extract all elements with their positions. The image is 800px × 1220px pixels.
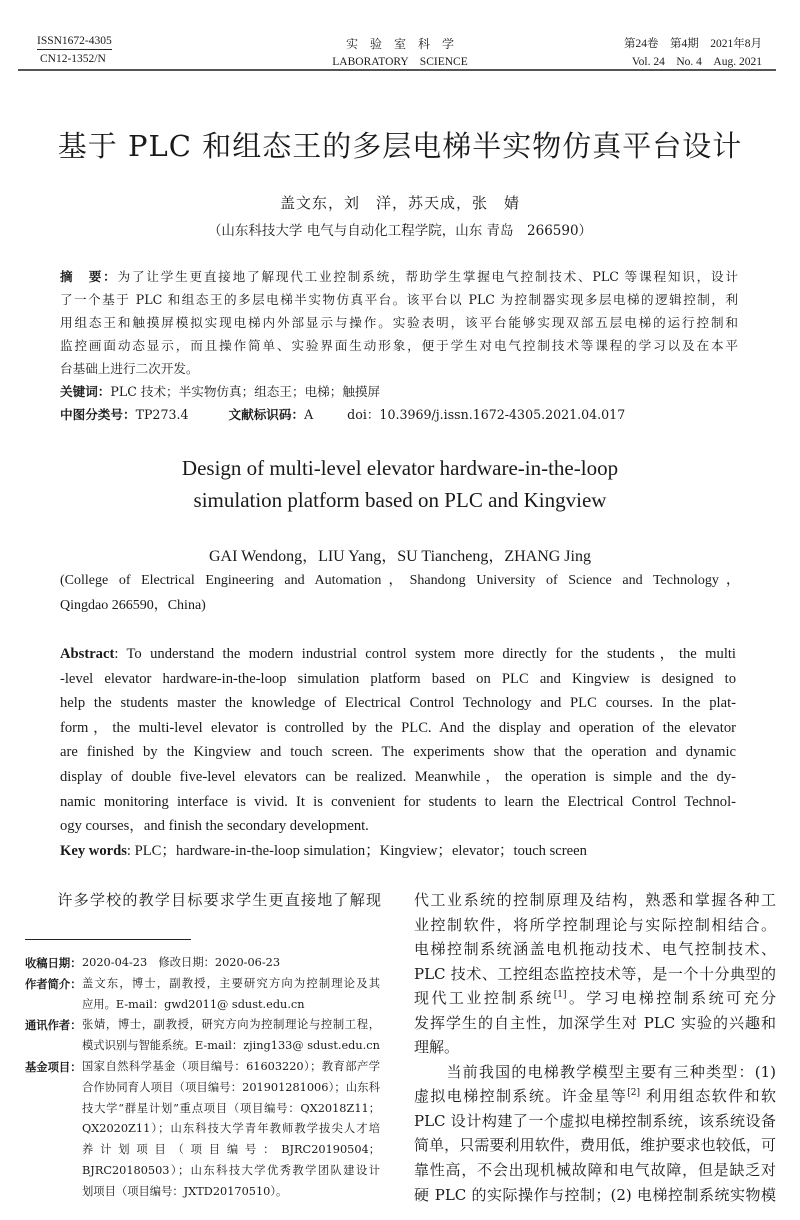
- footnote-line: 技大学“群星计划”重点项目（项目编号：QX2018Z11；: [82, 1101, 380, 1115]
- footnote-line: 合作协同育人项目（项目编号：201901281006）；山东科: [82, 1080, 380, 1094]
- footnote-item: [25, 953, 380, 974]
- footnote-line: 张婧，博士，副教授，研究方向为控制理论与控制工程，: [82, 1018, 380, 1032]
- abstract-line: 了一个基于 PLC 和组态王的多层电梯半实物仿真平台。该平台以 PLC 为控制器实现多层电梯的逻辑控制，利: [60, 292, 738, 307]
- footnote-line: 国家自然科学基金（项目编号：61603220）；教育部产学: [82, 1059, 380, 1073]
- keywords-en: Key words: PLC；hardware-in-the-loop simulation；Kingview；elevator；touch screen: [60, 842, 587, 859]
- keywords-cn: 关键词：PLC 技术；半实物仿真；组态王；电梯；触摸屏: [60, 384, 381, 399]
- cn-number: CN12-1352/N: [40, 53, 106, 65]
- body-left-column: 许多学校的教学目标要求学生更直接地了解现: [25, 891, 381, 909]
- footnote-line: 盖文东，博士，副教授，主要研究方向为控制理论及其: [82, 976, 380, 990]
- footnote-line: BJRC20180503）；山东科技大学优秀教学团队建设计: [82, 1163, 380, 1177]
- issue-cn: 第24卷 第4期 2021年8月: [624, 38, 762, 50]
- abstract-line: 台基础上进行二次开发。: [60, 361, 199, 376]
- footnote-item: [25, 1057, 380, 1203]
- abstract-line: form，the multi-level elevator is controlled by the PLC. And the display and operation of the elevator: [60, 719, 736, 736]
- affiliation: （山东科技大学 电气与自动化工程学院，山东 青岛 266590）: [207, 223, 593, 239]
- abstract-line: ogy courses，and finish the secondary development.: [60, 818, 369, 835]
- abstract-line: 监控画面动态显示，而且操作简单、实验界面生动形象，便于学生对电气控制技术等课程的学习以及在本平: [60, 338, 738, 353]
- abstract-line: -level elevator hardware-in-the-loop simulation platform based on PLC and Kingview is designed to: [60, 670, 736, 687]
- footnote-label: 收稿日期：: [25, 956, 82, 970]
- footnote-rule: [25, 939, 191, 940]
- footnote-line: 模式识别与智能系统。E-mail：zjing133@ sdust.edu.cn: [82, 1039, 380, 1053]
- footnote-line: 应用。E-mail：gwd2011@ sdust.edu.cn: [82, 997, 305, 1011]
- footnote-line: 2020-04-23 修改日期：2020-06-23: [82, 956, 281, 969]
- abstract-line: 用组态王和触摸屏模拟实现电梯内外部显示与操作。实验表明，该平台能够实现双部五层电梯的运行控制和: [60, 315, 738, 330]
- header-rule: [18, 69, 776, 71]
- footnote-line: QX2020Z11）；山东科技大学青年教师教学拔尖人才培: [82, 1122, 380, 1136]
- footnote-line: 养计划项目（项目编号：BJRC20190504；: [82, 1143, 380, 1157]
- abstract-line: are finished by the Kingview and touch screen. The experiments show that the operation and dynamic: [60, 744, 736, 761]
- footnote-label: 基金项目：: [25, 1059, 82, 1074]
- abstract-line: namic monitoring interface is vivid. It is convenient for students to learn the Electrical Control Technol-: [60, 793, 736, 810]
- footnote-label: 通讯作者：: [25, 1018, 82, 1033]
- footnote-label: 作者简介：: [25, 976, 82, 991]
- citation-ref[interactable]: [1]: [553, 990, 567, 1001]
- footnotes: [25, 953, 380, 1203]
- title-en: Design of multi-level elevator hardware-in-the-loop simulation platform based on PLC and Kingview: [181, 456, 619, 512]
- affiliation-en: (College of Electrical Engineering and Automation，Shandong University of Science and Technology， Qingdao 266590，China): [60, 573, 740, 613]
- authors-en: GAI Wendong，LIU Yang，SU Tiancheng，ZHANG Jing: [209, 548, 591, 565]
- abstract-en-label: Abstract: [60, 646, 115, 662]
- doi: doi：10.3969/j.issn.1672-4305.2021.04.017: [347, 407, 626, 422]
- journal-name-cn: 实 验 室 科 学: [345, 37, 454, 51]
- abstract-cn: [60, 265, 738, 426]
- journal-name-en: LABORATORY SCIENCE: [332, 56, 468, 68]
- footnote-line: 划项目（项目编号：JXTD20170510）。: [82, 1184, 288, 1198]
- body-right-column: 代工业系统的控制原理及结构，熟悉和掌握各种工 业控制软件，将所学控制理论与实际控制相结合。 电梯控制系统涵盖电机拖动技术、电气控制技术、 PLC 技术、工控组态监控技术等，是一个十分典型的 现代工业控制系统[1]。学习电梯控制系统可充分 发挥学生的自主性，加深学生对 PLC 实验的兴趣和 理解。 当前我国的电梯教学模型主要有三种类型：(1) 虚拟电梯控制系统。许金星等[2] 利用组态软件和软 PLC 设计构建了一个虚拟电梯控制系统，该系统设备 简单，只需要利用软件，费用低，维护要求也较低，可 靠性高，不会出现机械故障和电气故障，但是缺乏对 硬 PLC 的实际操作与控制；(2) 电梯控制系统实物模: [414, 891, 776, 1204]
- classification: 中图分类号：TP273.4 文献标识码：A doi：10.3969/j.issn.1672-4305.2021.04.017: [60, 407, 626, 422]
- paper-title: 基于 PLC 和组态王的多层电梯半实物仿真平台设计: [57, 129, 743, 163]
- issue-en: Vol. 24 No. 4 Aug. 2021: [631, 56, 762, 68]
- citation-ref[interactable]: [2]: [627, 1088, 640, 1099]
- issn: ISSN1672-4305: [37, 35, 112, 50]
- abstract-line: 摘 要：为了让学生更直接地了解现代工业控制系统，帮助学生掌握电气控制技术、PLC 等课程知识，设计: [60, 269, 738, 284]
- footnote-item: [25, 1015, 380, 1057]
- footnote-item: [25, 974, 380, 1016]
- authors: 盖文东，刘 洋，苏天成，张 婧: [279, 194, 520, 212]
- abstract-line: help the students master the knowledge of Electrical Control Technology and PLC courses. In the plat-: [60, 695, 736, 712]
- abstract-label: 摘 要：: [60, 269, 118, 284]
- abstract-line: display of double five-level elevators can be realized. Meanwhile，the operation is simple and the dy-: [60, 768, 736, 785]
- abstract-en: Abstract: To understand the modern industrial control system more directly for the students，the multi -level elevator hardware-in-the-loop simulation platform based on PLC and Kingview is designed to help the students master the knowledge of Electrical Control Technology and PLC courses. In the plat- form，the multi-level elevator is controlled by the PLC. And the display and operation of the elevator are finished by the Kingview and touch screen. The experiments show that the operation and dynamic display of double five-level elevators can be realized. Meanwhile，the operation is simple and the dy- namic monitoring interface is vivid. It is convenient for students to learn the Electrical Control Technol- ogy courses，and finish the secondary development. Key words: PLC；hardware-in-the-loop simulation；Kingview；elevator；touch screen: [60, 642, 736, 863]
